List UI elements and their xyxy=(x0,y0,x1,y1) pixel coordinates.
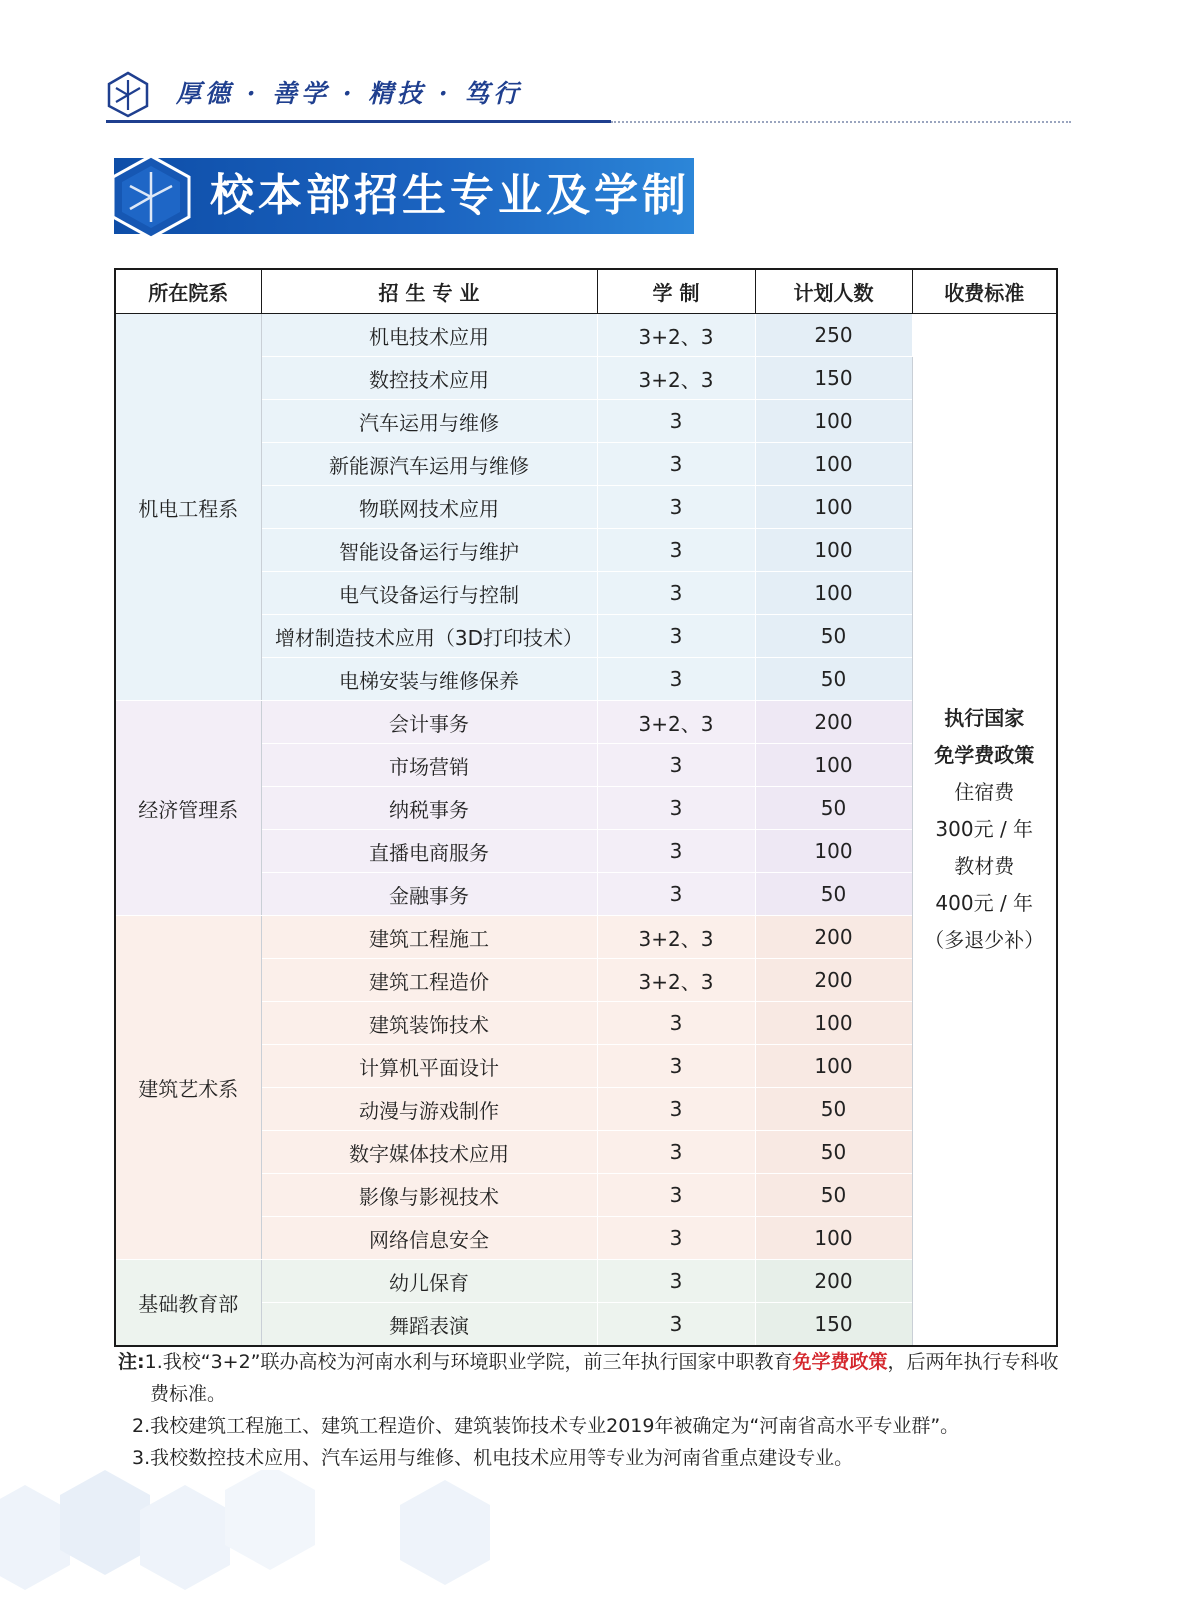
count-cell: 50 xyxy=(755,1131,912,1174)
years-cell: 3 xyxy=(597,873,755,916)
years-cell: 3 xyxy=(597,1131,755,1174)
note-1-text: 1.我校“3+2”联办高校为河南水利与环境职业学院，前三年执行国家中职教育 xyxy=(144,1351,793,1373)
years-cell: 3+2、3 xyxy=(597,314,755,357)
years-cell: 3+2、3 xyxy=(597,357,755,400)
years-cell: 3 xyxy=(597,658,755,701)
major-cell: 建筑装饰技术 xyxy=(261,1002,597,1045)
major-cell: 汽车运用与维修 xyxy=(261,400,597,443)
fee-line: 住宿费 xyxy=(954,780,1015,804)
years-cell: 3+2、3 xyxy=(597,916,755,959)
count-cell: 100 xyxy=(755,529,912,572)
years-cell: 3 xyxy=(597,1260,755,1303)
header-years: 学 制 xyxy=(597,269,755,314)
major-cell: 建筑工程造价 xyxy=(261,959,597,1002)
major-cell: 智能设备运行与维护 xyxy=(261,529,597,572)
years-cell: 3 xyxy=(597,1088,755,1131)
major-cell: 电梯安装与维修保养 xyxy=(261,658,597,701)
years-cell: 3 xyxy=(597,443,755,486)
header-department: 所在院系 xyxy=(115,269,261,314)
fee-line: 300元 / 年 xyxy=(935,817,1034,841)
department-cell: 基础教育部 xyxy=(115,1260,261,1347)
note-label: 注: xyxy=(118,1351,145,1373)
enrollment-table xyxy=(114,268,1058,1347)
count-cell: 150 xyxy=(755,1303,912,1347)
department-cell: 机电工程系 xyxy=(115,314,261,701)
count-cell: 100 xyxy=(755,744,912,787)
count-cell: 200 xyxy=(755,959,912,1002)
count-cell: 100 xyxy=(755,830,912,873)
years-cell: 3+2、3 xyxy=(597,959,755,1002)
note-2: 2.我校建筑工程施工、建筑工程造价、建筑装饰技术专业2019年被确定为“河南省高水平专业群”。 xyxy=(132,1415,960,1437)
major-cell: 市场营销 xyxy=(261,744,597,787)
years-cell: 3+2、3 xyxy=(597,701,755,744)
fee-cell xyxy=(912,314,1057,1347)
count-cell: 50 xyxy=(755,1174,912,1217)
major-cell: 增材制造技术应用（3D打印技术） xyxy=(261,615,597,658)
major-cell: 计算机平面设计 xyxy=(261,1045,597,1088)
years-cell: 3 xyxy=(597,615,755,658)
count-cell: 200 xyxy=(755,1260,912,1303)
note-1-tail: ，后两年执行专科收 xyxy=(887,1351,1059,1373)
major-cell: 电气设备运行与控制 xyxy=(261,572,597,615)
major-cell: 建筑工程施工 xyxy=(261,916,597,959)
major-cell: 会计事务 xyxy=(261,701,597,744)
count-cell: 200 xyxy=(755,916,912,959)
count-cell: 100 xyxy=(755,486,912,529)
years-cell: 3 xyxy=(597,1174,755,1217)
count-cell: 50 xyxy=(755,658,912,701)
years-cell: 3 xyxy=(597,400,755,443)
note-3: 3.我校数控技术应用、汽车运用与维修、机电技术应用等专业为河南省重点建设专业。 xyxy=(132,1447,854,1469)
fee-line: 400元 / 年 xyxy=(935,891,1034,915)
years-cell: 3 xyxy=(597,572,755,615)
count-cell: 100 xyxy=(755,400,912,443)
years-cell: 3 xyxy=(597,1217,755,1260)
major-cell: 纳税事务 xyxy=(261,787,597,830)
years-cell: 3 xyxy=(597,1002,755,1045)
major-cell: 影像与影视技术 xyxy=(261,1174,597,1217)
major-cell: 网络信息安全 xyxy=(261,1217,597,1260)
header-fee: 收费标准 xyxy=(912,269,1057,314)
notes xyxy=(118,1346,1058,1474)
count-cell: 50 xyxy=(755,873,912,916)
fee-line: （多退少补） xyxy=(924,928,1045,952)
major-cell: 物联网技术应用 xyxy=(261,486,597,529)
department-cell: 建筑艺术系 xyxy=(115,916,261,1260)
years-cell: 3 xyxy=(597,744,755,787)
count-cell: 150 xyxy=(755,357,912,400)
fee-line: 教材费 xyxy=(954,854,1015,878)
major-cell: 动漫与游戏制作 xyxy=(261,1088,597,1131)
count-cell: 100 xyxy=(755,1045,912,1088)
count-cell: 250 xyxy=(755,314,912,357)
count-cell: 100 xyxy=(755,572,912,615)
header-major: 招 生 专 业 xyxy=(261,269,597,314)
count-cell: 50 xyxy=(755,1088,912,1131)
page-title: 校本部招生专业及学制 xyxy=(210,170,690,221)
note-1-continued: 费标准。 xyxy=(150,1383,227,1405)
note-1 xyxy=(118,1346,1058,1378)
fee-policy-line: 执行国家 xyxy=(944,706,1025,730)
years-cell: 3 xyxy=(597,787,755,830)
header-dotted-rule xyxy=(611,121,1071,123)
major-cell: 舞蹈表演 xyxy=(261,1303,597,1347)
fee-policy-line: 免学费政策 xyxy=(934,743,1035,767)
years-cell: 3 xyxy=(597,529,755,572)
major-cell: 数控技术应用 xyxy=(261,357,597,400)
department-cell: 经济管理系 xyxy=(115,701,261,916)
school-motto: 厚德 · 善学 · 精技 · 笃行 xyxy=(176,79,523,108)
count-cell: 100 xyxy=(755,1002,912,1045)
header-count: 计划人数 xyxy=(755,269,912,314)
count-cell: 100 xyxy=(755,443,912,486)
major-cell: 金融事务 xyxy=(261,873,597,916)
note-1-highlight: 免学费政策 xyxy=(792,1351,888,1373)
years-cell: 3 xyxy=(597,486,755,529)
major-cell: 数字媒体技术应用 xyxy=(261,1131,597,1174)
table-header-row xyxy=(115,269,1057,314)
major-cell: 机电技术应用 xyxy=(261,314,597,357)
school-logo-icon xyxy=(104,70,152,118)
years-cell: 3 xyxy=(597,1045,755,1088)
banner-hex-icon xyxy=(108,154,194,240)
count-cell: 200 xyxy=(755,701,912,744)
major-cell: 直播电商服务 xyxy=(261,830,597,873)
header-rule xyxy=(106,120,611,123)
count-cell: 100 xyxy=(755,1217,912,1260)
major-cell: 幼儿保育 xyxy=(261,1260,597,1303)
years-cell: 3 xyxy=(597,830,755,873)
table-body xyxy=(115,314,1057,1347)
years-cell: 3 xyxy=(597,1303,755,1347)
major-cell: 新能源汽车运用与维修 xyxy=(261,443,597,486)
decorative-hexagons xyxy=(0,1470,520,1600)
count-cell: 50 xyxy=(755,615,912,658)
table-row xyxy=(115,314,1057,357)
count-cell: 50 xyxy=(755,787,912,830)
enrollment-table-wrap xyxy=(114,268,1058,1347)
